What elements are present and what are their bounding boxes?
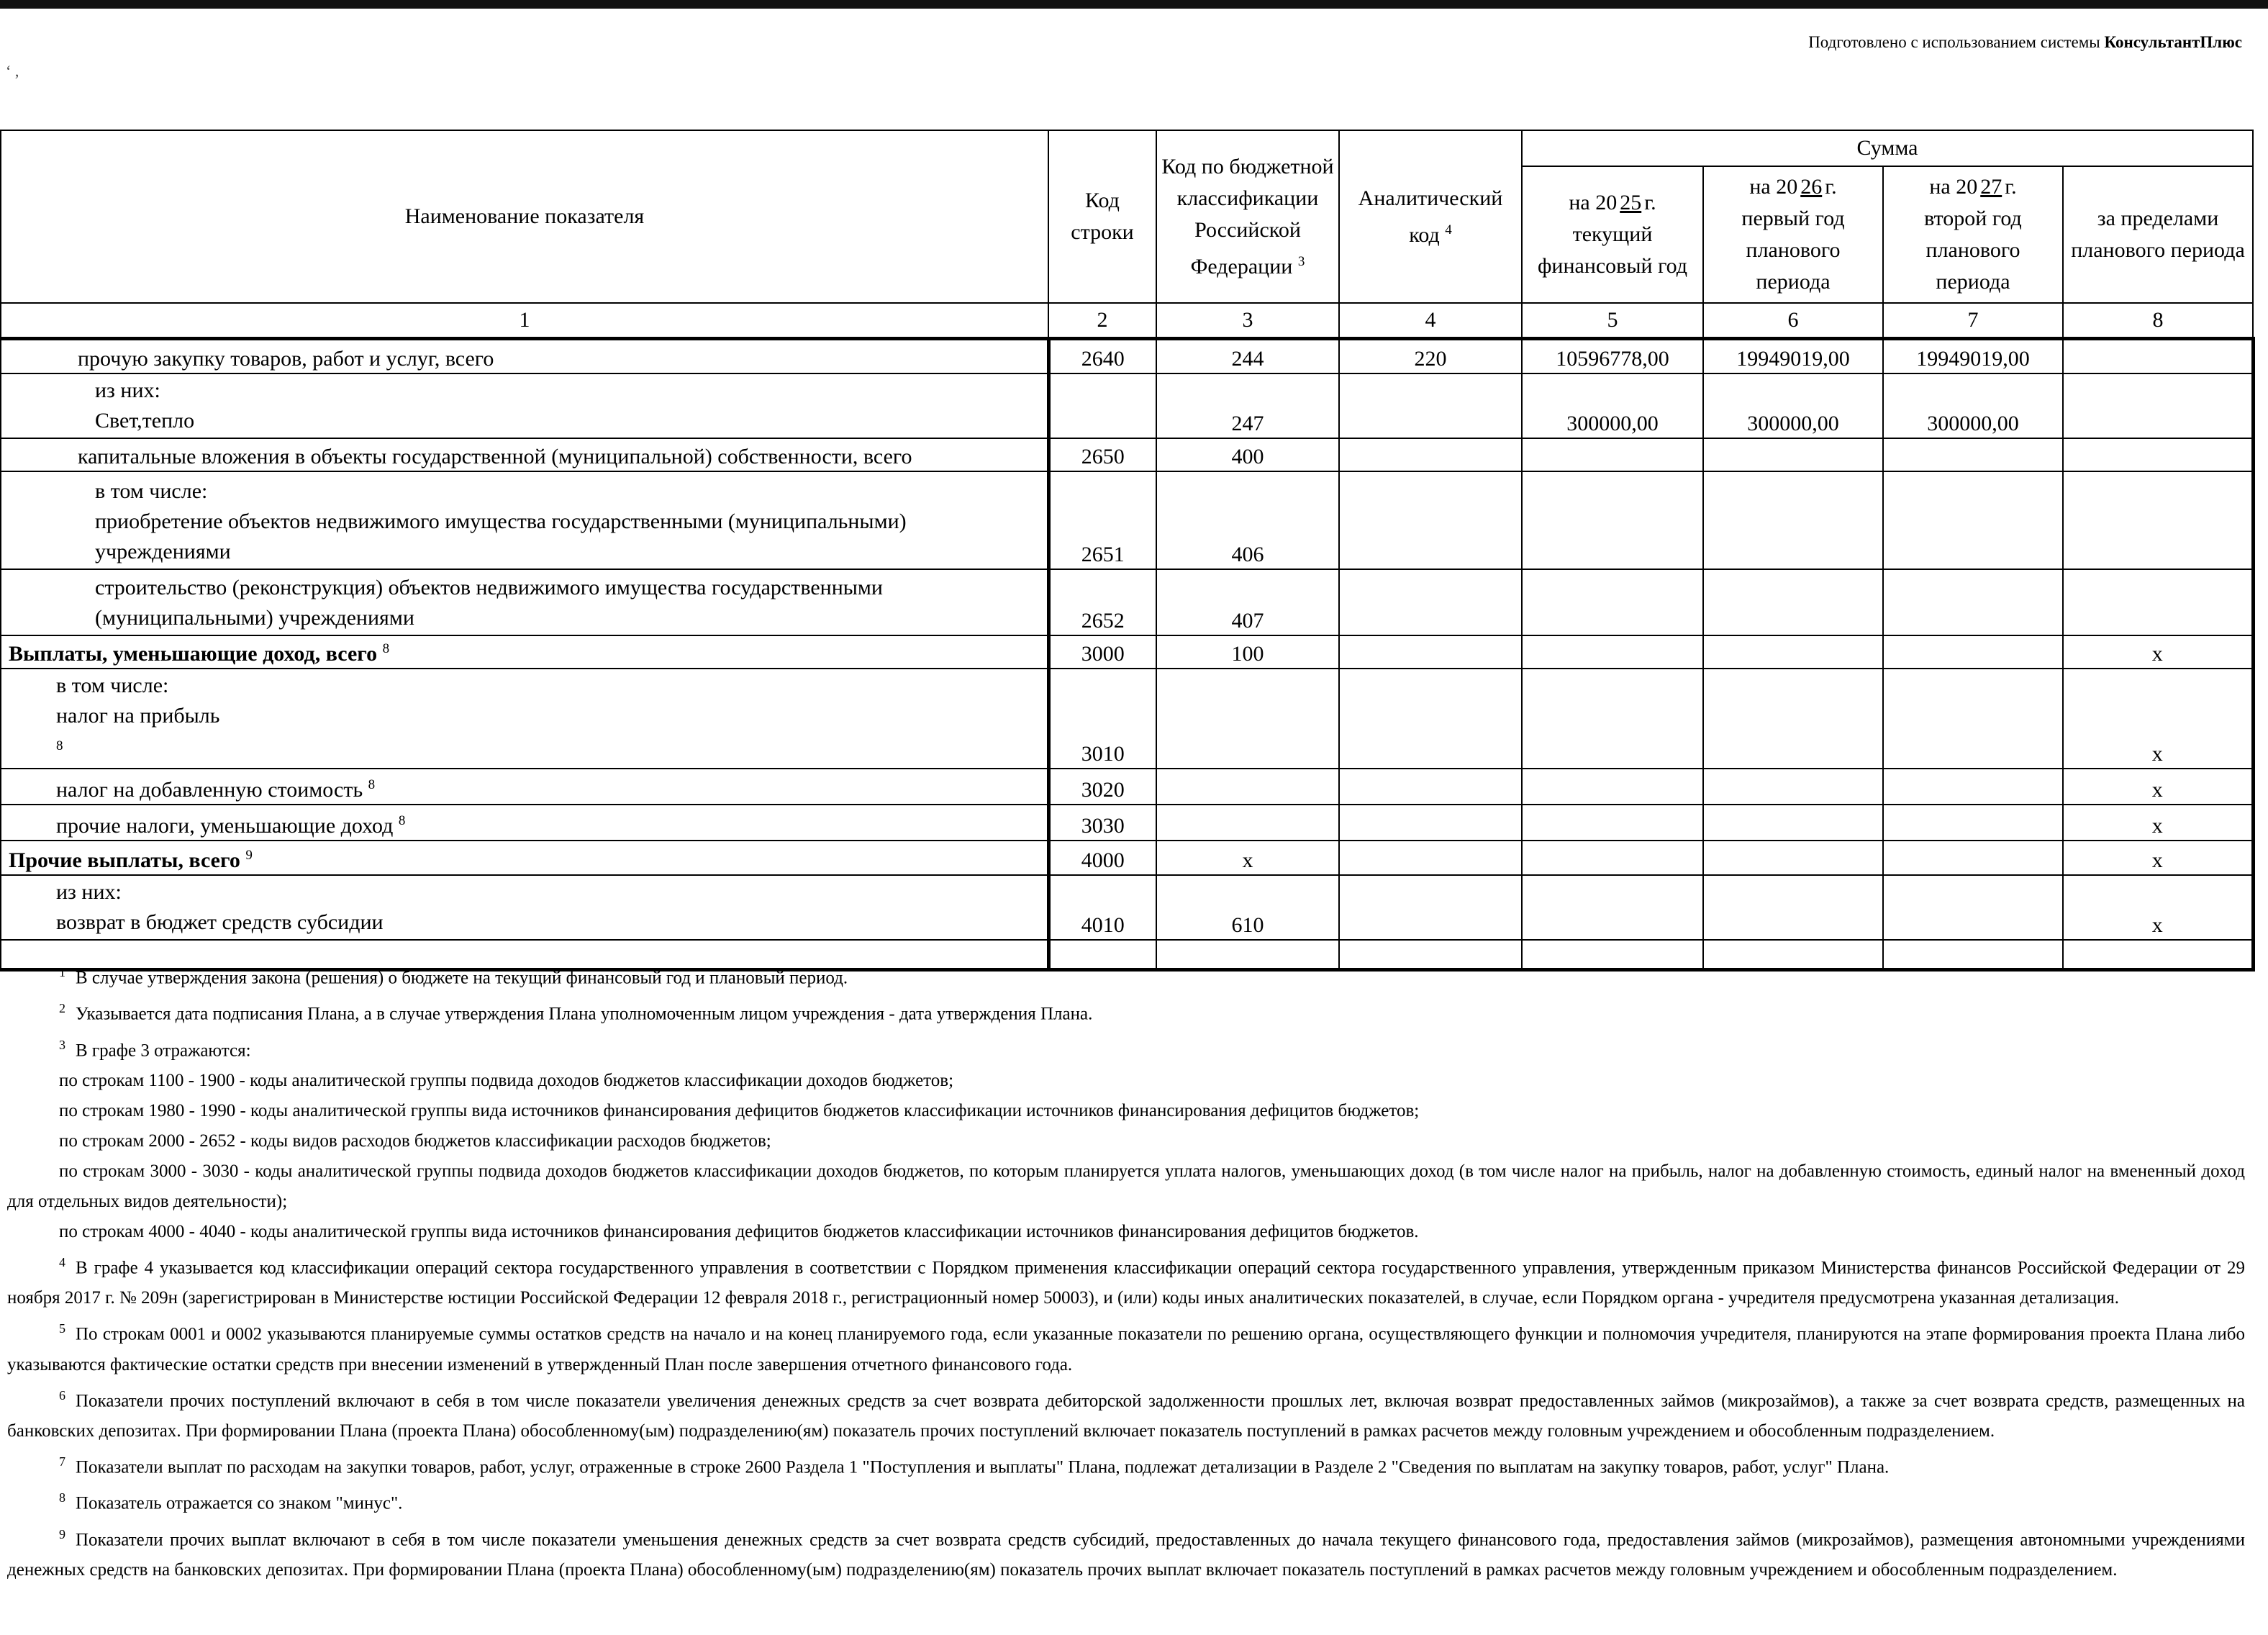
row-v6	[1703, 438, 1883, 471]
row-name: прочие налоги, уменьшающие доход $^8$	[1, 805, 1048, 841]
footnote: по строкам 4000 - 4040 - коды аналитической группы вида источников финансирования дефицитов бюджетов классификации источников финансирования дефицитов бюджетов.	[59, 1221, 1419, 1241]
row-v6: 300000,00	[1703, 373, 1883, 438]
row-name: в том числе: налог на прибыль $^8$	[1, 669, 1048, 769]
row-v5: 10596778,00	[1522, 339, 1703, 373]
row-name: из них: возврат в бюджет средств субсидии	[1, 875, 1048, 940]
row-kbk: 400	[1156, 438, 1339, 471]
row-kbk	[1156, 669, 1339, 769]
row-kbk	[1156, 769, 1339, 805]
col-number: 8	[2063, 303, 2253, 339]
row-v6	[1703, 669, 1883, 769]
header-col7: на 20 27 г. второй год планового периода	[1883, 166, 2063, 303]
row-v6	[1703, 769, 1883, 805]
row-v8: х	[2063, 805, 2253, 841]
row-v5	[1522, 438, 1703, 471]
row-analytic	[1339, 669, 1522, 769]
row-v6	[1703, 805, 1883, 841]
footnote: по строкам 1100 - 1900 - коды аналитической группы подвида доходов бюджетов классификации доходов бюджетов;	[59, 1070, 954, 1090]
row-v6	[1703, 471, 1883, 569]
row-v8	[2063, 569, 2253, 635]
row-v7	[1883, 438, 2063, 471]
row-kbk	[1156, 805, 1339, 841]
row-kbk: 247	[1156, 373, 1339, 438]
row-v7	[1883, 471, 2063, 569]
row-v5	[1522, 769, 1703, 805]
table-row	[1, 471, 2253, 569]
row-code: 3010	[1048, 669, 1156, 769]
plan-table	[0, 130, 2255, 972]
header-row-1	[1, 130, 2253, 166]
col-number: 2	[1048, 303, 1156, 339]
row-v5	[1522, 569, 1703, 635]
row-v7	[1883, 769, 2063, 805]
footnote: $^9$ Показатели прочих выплат включают в себя в том числе показатели уменьшения денежных средств за счет возврата средств субсидий, предоставленных до начала текущего финансового года, предоставления займов (микрозаймов), размещения автономными учреждениями денежных средств на банковских депозитах. При формировании Плана (проекта Плана) обособленному(ым) подразделению(ям) показатель прочих выплат включает показатель поступлений в рамках расчетов между головным учреждением и обособленным подразделением.	[7, 1526, 2245, 1580]
footnote: $^2$ Указывается дата подписания Плана, а в случае утверждения Плана уполномоченным лицом учреждения - дата утверждения Плана.	[59, 1001, 1093, 1024]
row-v7	[1883, 805, 2063, 841]
row-code: 4000	[1048, 841, 1156, 875]
row-kbk: 407	[1156, 569, 1339, 635]
row-code: 4010	[1048, 875, 1156, 940]
row-v7: 300000,00	[1883, 373, 2063, 438]
header-sum: Сумма	[1522, 130, 2253, 166]
table-row	[1, 373, 2253, 438]
row-name-text: Свет,тепло	[95, 408, 195, 432]
header-col5: на 20 25 г. текущий финансовый год	[1522, 166, 1703, 303]
footnote: по строкам 1980 - 1990 - коды аналитической группы вида источников финансирования дефицитов бюджетов классификации источников финансирования дефицитов бюджетов;	[59, 1100, 1420, 1120]
row-analytic	[1339, 471, 1522, 569]
column-numbers-row	[1, 303, 2253, 339]
table-row	[1, 805, 2253, 841]
table-row	[1, 339, 2253, 373]
row-v7	[1883, 635, 2063, 669]
row-v7	[1883, 569, 2063, 635]
table-row	[1, 769, 2253, 805]
footnote: $^1$ В случае утверждения закона (решения) о бюджете на текущий финансовый год и плановый период.	[59, 965, 848, 988]
footnote: $^4$ В графе 4 указывается код классификации операций сектора государственного управления в соответствии с Порядком применения классификации операций сектора государственного управления, утвержденным приказом Министерства финансов Российской Федерации от 29 ноября 2017 г. № 209н (зарегистрирован в Министерстве юстиции Российской Федерации 12 февраля 2018 г., регистрационный номер 50003), и (или) коды иных аналитических показателей, в случае, если Порядком органа - учредителя предусмотрена указанная детализация.	[7, 1254, 2245, 1308]
row-kbk: 244	[1156, 339, 1339, 373]
header-col8: за пределами планового периода	[2063, 166, 2253, 303]
row-analytic	[1339, 635, 1522, 669]
row-v6: 19949019,00	[1703, 339, 1883, 373]
header-name: Наименование показателя	[1, 130, 1048, 303]
header-code-line: Код строки	[1048, 130, 1156, 303]
row-v8: х	[2063, 635, 2253, 669]
table-row	[1, 841, 2253, 875]
footnote: $^5$ По строкам 0001 и 0002 указываются планируемые суммы остатков средств на начало и на конец планируемого года, если указанные показатели по решению органа, осуществляющего функции и полномочия учредителя, планируются на этапе формирования проекта Плана либо указываются фактические остатки средств при внесении изменений в утвержденный План после завершения отчетного финансового года.	[7, 1321, 2245, 1374]
row-kbk: х	[1156, 841, 1339, 875]
footnote: $^8$ Показатель отражается со знаком "минус".	[59, 1490, 403, 1513]
row-code	[1048, 373, 1156, 438]
col-number: 1	[1, 303, 1048, 339]
col-number: 3	[1156, 303, 1339, 339]
row-v7	[1883, 841, 2063, 875]
row-code: 2651	[1048, 471, 1156, 569]
row-analytic	[1339, 373, 1522, 438]
row-v5	[1522, 471, 1703, 569]
row-v8	[2063, 373, 2253, 438]
row-name: Прочие выплаты, всего $^9$	[1, 841, 1048, 875]
table-row	[1, 875, 2253, 940]
row-code: 3000	[1048, 635, 1156, 669]
row-analytic	[1339, 875, 1522, 940]
table-row	[1, 438, 2253, 471]
row-name: капитальные вложения в объекты государственной (муниципальной) собственности, всего	[1, 438, 1048, 471]
row-name: в том числе: приобретение объектов недвижимого имущества государственными (муниципальными) учреждениями	[1, 471, 1048, 569]
row-analytic	[1339, 805, 1522, 841]
footnotes	[7, 957, 2245, 1585]
row-name: Выплаты, уменьшающие доход, всего $^8$	[1, 635, 1048, 669]
row-v8	[2063, 438, 2253, 471]
row-v5	[1522, 875, 1703, 940]
row-analytic	[1339, 841, 1522, 875]
row-v5	[1522, 635, 1703, 669]
row-v8: х	[2063, 841, 2253, 875]
row-v8: х	[2063, 669, 2253, 769]
row-code: 2650	[1048, 438, 1156, 471]
footnote: по строкам 3000 - 3030 - коды аналитической группы подвида доходов бюджетов классификации доходов бюджетов, по которым планируется уплата налогов, уменьшающих доход (в том числе налог на прибыль, налог на добавленную стоимость, единый налог на вмененный доход для отдельных видов деятельности);	[7, 1161, 2245, 1211]
row-v6	[1703, 841, 1883, 875]
row-name: прочую закупку товаров, работ и услуг, всего	[1, 339, 1048, 373]
row-v7: 19949019,00	[1883, 339, 2063, 373]
row-v6	[1703, 875, 1883, 940]
row-code: 2640	[1048, 339, 1156, 373]
row-kbk: 610	[1156, 875, 1339, 940]
row-v8: х	[2063, 875, 2253, 940]
table-row	[1, 669, 2253, 769]
row-v5: 300000,00	[1522, 373, 1703, 438]
row-code: 3030	[1048, 805, 1156, 841]
header-col6: на 20 26 г. первый год планового периода	[1703, 166, 1883, 303]
brand-name: КонсультантПлюс	[2104, 33, 2242, 51]
corner-marks: ‘ ,	[6, 62, 19, 80]
row-code: 2652	[1048, 569, 1156, 635]
note-text: Подготовлено с использованием системы	[1808, 33, 2105, 51]
row-v6	[1703, 635, 1883, 669]
footnote: $^3$ В графе 3 отражаются:	[59, 1037, 251, 1060]
header-kbk: Код по бюджетной классификации Российской Федерации $^3$	[1156, 130, 1339, 303]
row-v5	[1522, 805, 1703, 841]
scan-top-edge	[0, 0, 2268, 9]
row-v5	[1522, 841, 1703, 875]
table-row	[1, 569, 2253, 635]
col-number: 7	[1883, 303, 2063, 339]
footnote: $^7$ Показатели выплат по расходам на закупки товаров, работ, услуг, отраженные в строке 2600 Раздела 1 "Поступления и выплаты" Плана, подлежат детализации в Разделе 2 "Сведения по выплатам на закупку товаров, работ, услуг" Плана.	[59, 1454, 1890, 1477]
row-analytic	[1339, 569, 1522, 635]
row-name: из них: Свет,тепло	[1, 373, 1048, 438]
footnote: по строкам 2000 - 2652 - коды видов расходов бюджетов классификации расходов бюджетов;	[59, 1131, 771, 1151]
row-v6	[1703, 569, 1883, 635]
row-name: налог на добавленную стоимость $^8$	[1, 769, 1048, 805]
col-number: 6	[1703, 303, 1883, 339]
footnote: $^6$ Показатели прочих поступлений включают в себя в том числе показатели увеличения денежных средств за счет возврата дебиторской задолженности прошлых лет, включая возврат предоставленных займов (микрозаймов), а также за счет возврата средств, размещенных на банковских депозитах. При формировании Плана (проекта Плана) обособленному(ым) подразделению(ям) показатель прочих поступлений включает показатель поступлений в рамках расчетов между головным учреждением и обособленным подразделением.	[7, 1387, 2245, 1441]
row-name: строительство (реконструкция) объектов недвижимого имущества государственными (муниципальными) учреждениями	[1, 569, 1048, 635]
row-analytic	[1339, 438, 1522, 471]
row-analytic	[1339, 769, 1522, 805]
row-v5	[1522, 669, 1703, 769]
row-kbk: 406	[1156, 471, 1339, 569]
row-code: 3020	[1048, 769, 1156, 805]
col-number: 5	[1522, 303, 1703, 339]
table-row	[1, 635, 2253, 669]
row-analytic: 220	[1339, 339, 1522, 373]
row-v8	[2063, 339, 2253, 373]
header-analytic: Аналитический код $^4$	[1339, 130, 1522, 303]
consultant-plus-note	[1808, 33, 2242, 52]
row-v7	[1883, 669, 2063, 769]
row-v7	[1883, 875, 2063, 940]
row-v8: х	[2063, 769, 2253, 805]
row-kbk: 100	[1156, 635, 1339, 669]
col-number: 4	[1339, 303, 1522, 339]
row-v8	[2063, 471, 2253, 569]
